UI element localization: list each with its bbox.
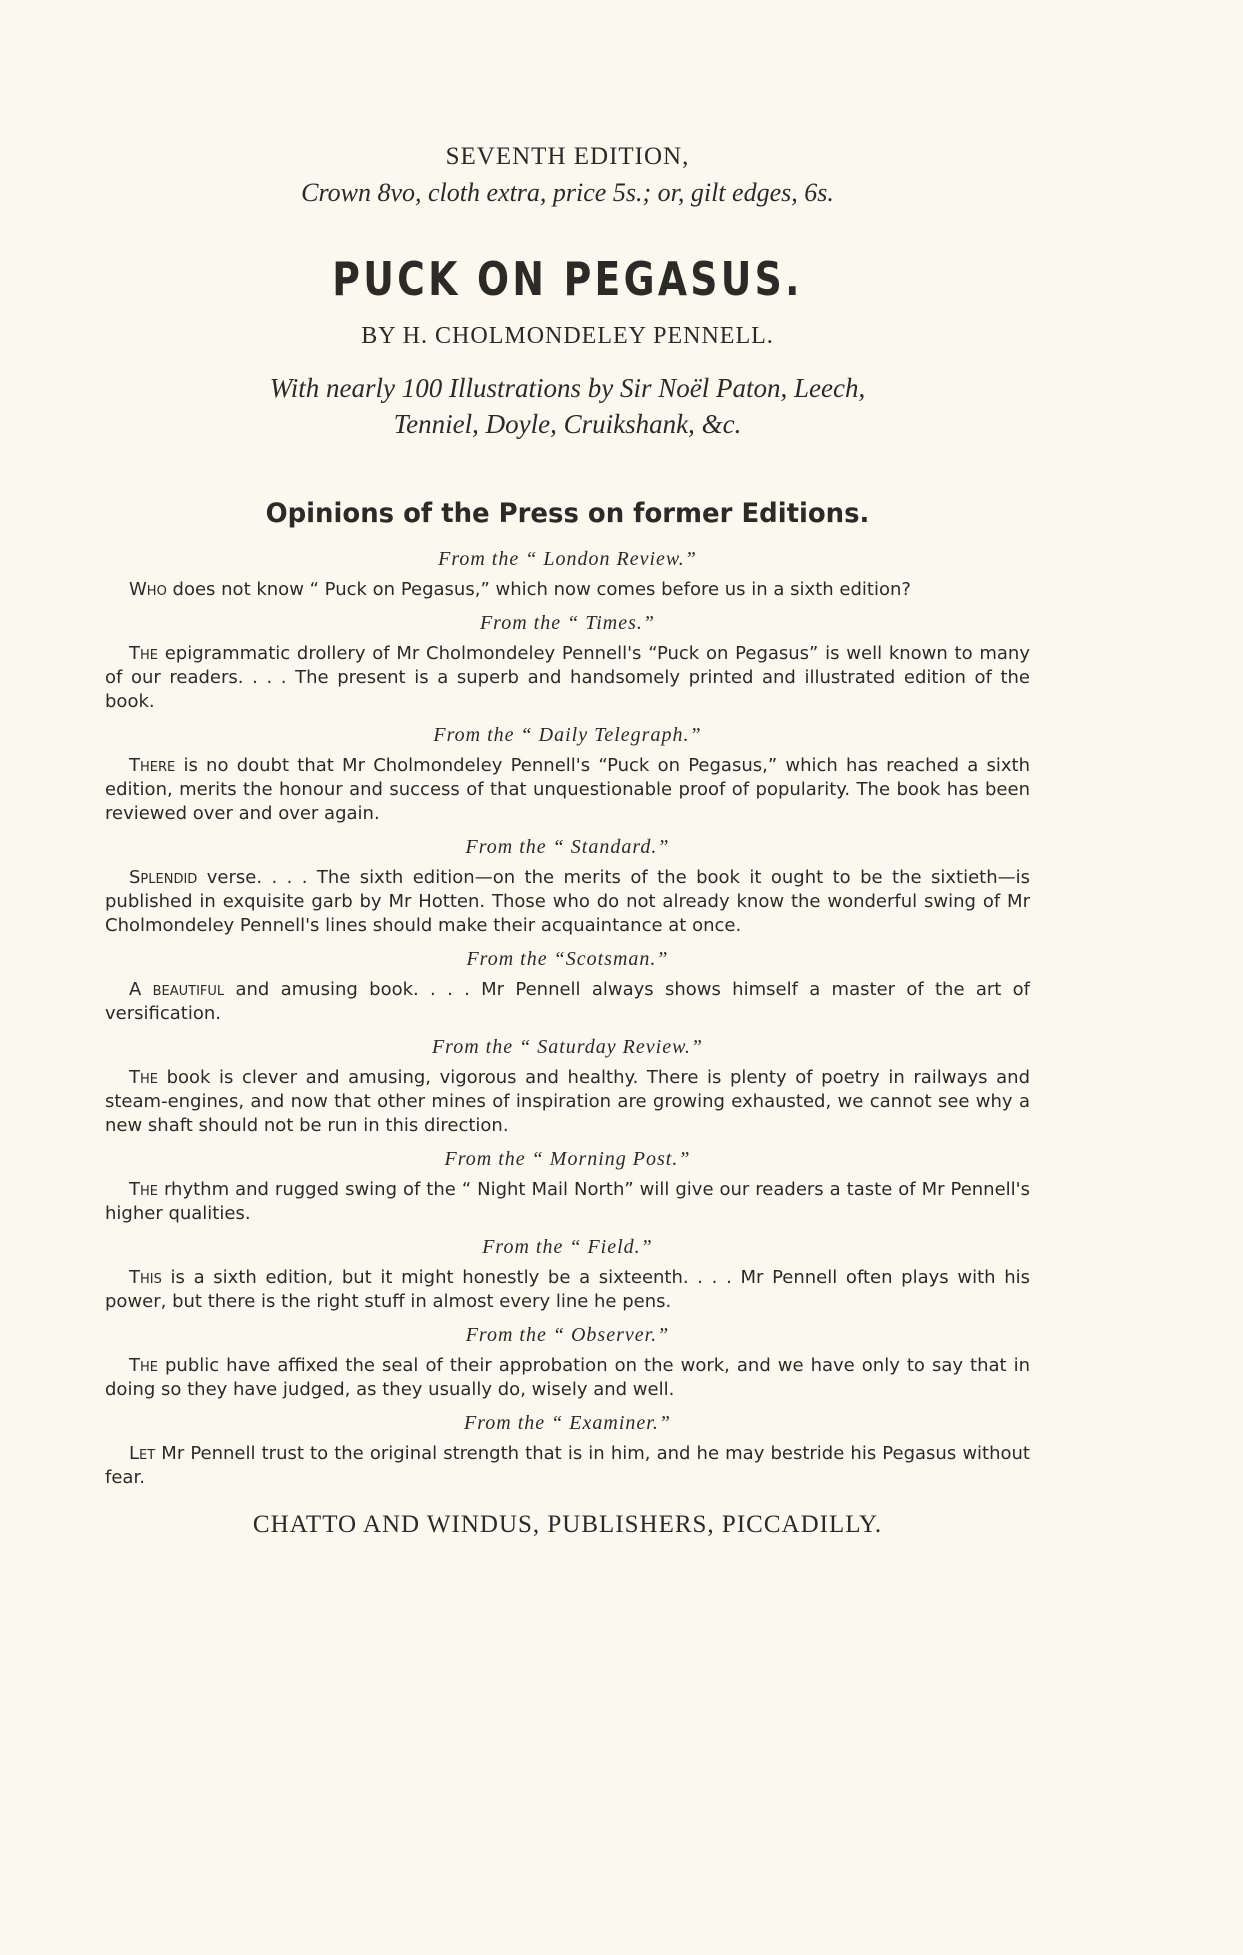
review-quote: [105, 642, 1030, 714]
review-text: book is clever and amusing, vigorous and healthy. There is plenty of poetry in railways and steam-engines, and now that other mines of inspiration are growing exhausted, we cannot see why a new shaft should not be run in this direction.: [105, 1067, 1030, 1136]
review-examiner: [105, 1408, 1030, 1490]
review-source: From the “ Observer.”: [465, 1324, 670, 1346]
illustrations-line: [105, 370, 1030, 442]
review-lead-word: The: [129, 643, 158, 664]
review-saturday-review: [105, 1032, 1030, 1138]
review-source: From the “ Standard.”: [465, 836, 670, 858]
book-title: PUCK ON PEGASUS.: [332, 252, 803, 306]
review-quote: [105, 1066, 1030, 1138]
review-lead-word: The: [129, 1067, 158, 1088]
review-quote: [105, 866, 1030, 938]
review-lead-word: A beautiful: [129, 979, 225, 1000]
review-text: Mr Pennell trust to the original strength that is in him, and he may bestride his Pegasus without fear.: [105, 1443, 1030, 1488]
review-quote: [105, 1178, 1030, 1226]
review-text: rhythm and rugged swing of the “ Night Mail North” will give our readers a taste of Mr Pennell's higher qualities.: [105, 1179, 1030, 1224]
review-scotsman: [105, 944, 1030, 1026]
review-lead-word: This: [129, 1267, 162, 1288]
illustrations-line-2: Tenniel, Doyle, Cruikshank, &c.: [393, 409, 742, 439]
review-source: From the “ Morning Post.”: [444, 1148, 691, 1170]
review-lead-word: Splendid: [129, 867, 198, 888]
review-london-review: [105, 544, 1030, 602]
review-text: and amusing book. . . . Mr Pennell always shows himself a master of the art of versification.: [105, 979, 1030, 1024]
review-source: From the “Scotsman.”: [466, 948, 669, 970]
review-quote: [105, 1442, 1030, 1490]
format-line: Crown 8vo, cloth extra, price 5s.; or, gilt edges, 6s.: [301, 178, 834, 207]
publisher-line: CHATTO AND WINDUS, PUBLISHERS, PICCADILLY.: [252, 1511, 883, 1538]
review-text: verse. . . . The sixth edition—on the merits of the book it ought to be the sixtieth—is published in exquisite garb by Mr Hotten. Those who do not already know the wonderful swing of Mr Cholmondeley Pennell's lines should make their acquaintance at once.: [105, 867, 1030, 936]
review-quote: [105, 1266, 1030, 1314]
edition-line: SEVENTH EDITION,: [445, 143, 690, 170]
review-source: From the “ Field.”: [482, 1236, 653, 1258]
review-lead-word: The: [129, 1179, 158, 1200]
review-source: From the “ Saturday Review.”: [431, 1036, 704, 1058]
review-text: is a sixth edition, but it might honestly be a sixteenth. . . . Mr Pennell often plays with his power, but there is the right stuff in almost every line he pens.: [105, 1267, 1030, 1312]
review-text: epigrammatic drollery of Mr Cholmondeley Pennell's “Puck on Pegasus” is well known to many of our readers. . . . The present is a superb and handsomely printed and illustrated edition of the book.: [105, 643, 1030, 712]
review-text: does not know “ Puck on Pegasus,” which now comes before us in a sixth edition?: [166, 579, 911, 600]
review-morning-post: [105, 1144, 1030, 1226]
review-field: [105, 1232, 1030, 1314]
review-lead-word: Let: [129, 1443, 156, 1464]
review-times: [105, 608, 1030, 714]
review-quote: [105, 978, 1030, 1026]
author-line: BY H. CHOLMONDELEY PENNELL.: [361, 323, 774, 349]
review-lead-word: There: [129, 755, 176, 776]
review-lead-word: The: [129, 1355, 158, 1376]
review-text: public have affixed the seal of their approbation on the work, and we have only to say that in doing so they have judged, as they usually do, wisely and well.: [105, 1355, 1030, 1400]
review-source: From the “ Times.”: [479, 612, 656, 634]
review-quote: [105, 754, 1030, 826]
review-observer: [105, 1320, 1030, 1402]
review-lead-word: Who: [129, 579, 167, 600]
review-source: From the “ London Review.”: [438, 548, 697, 570]
review-quote: [105, 1354, 1030, 1402]
review-source: From the “ Examiner.”: [464, 1412, 671, 1434]
advertisement-page: [105, 140, 1030, 1542]
press-reviews: [105, 544, 1030, 1490]
review-text: is no doubt that Mr Cholmondeley Pennell's “Puck on Pegasus,” which has reached a sixth edition, merits the honour and success of that unquestionable proof of popularity. The book has been reviewed over and over again.: [105, 755, 1030, 824]
illustrations-line-1: With nearly 100 Illustrations by Sir Noël Paton, Leech,: [269, 373, 866, 403]
review-source: From the “ Daily Telegraph.”: [433, 724, 702, 746]
review-standard: [105, 832, 1030, 938]
review-daily-telegraph: [105, 720, 1030, 826]
opinions-heading: Opinions of the Press on former Editions.: [265, 498, 870, 529]
review-quote: [105, 578, 1030, 602]
